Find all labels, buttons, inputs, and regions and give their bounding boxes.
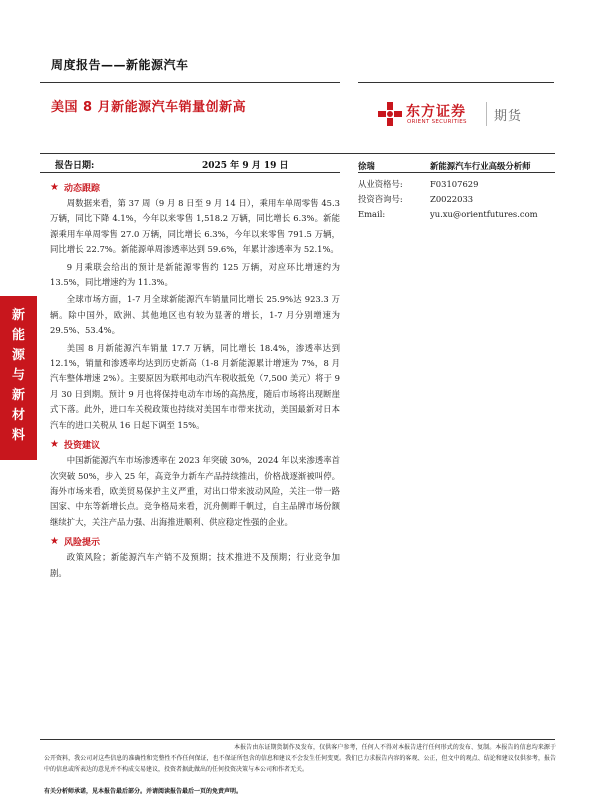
analyst-consult-row — [358, 191, 558, 206]
disclaimer-text: 本报告由东证期货制作及发布，仅供客户参考，任何人不得对本报告进行任何形式的发布、复制。本报告的信息均来源于公开资料，我公司对这些信息的准确性和完整性不作任何保证，也不保证所包含的信息和建议不会发生任何变更。我们已力求报告内容的客观、公正，但文中的观点、结论和建议仅供参考，报告中的信息或所表达的意见并不构成交易建议，投资者据此做出的任何投资决策与本公司和作者无关。 — [44, 744, 556, 773]
analyst-row-label: 投资咨询号: — [358, 193, 403, 204]
analyst-qualification-row — [358, 176, 558, 191]
sector-label-char: 与 — [11, 368, 25, 383]
brand-logo — [378, 100, 538, 132]
disclaimer-notice: 有关分析师承诺，见本报告最后部分。并请阅读报告最后一页的免责声明。 — [44, 788, 243, 795]
section-tracking — [50, 180, 340, 433]
orient-securities-logo-icon — [378, 102, 402, 126]
analyst-panel — [358, 158, 558, 221]
sector-label-char: 料 — [11, 428, 25, 443]
section-heading — [50, 534, 340, 548]
sector-label-char: 新 — [11, 388, 25, 403]
brand-name-en: ORIENT SECURITIES — [407, 119, 467, 125]
section-advice — [50, 437, 340, 530]
logo-separator — [486, 102, 487, 126]
section-title: 风险提示 — [63, 537, 100, 548]
analyst-row-label: 从业资格号: — [358, 178, 403, 189]
analyst-email-link[interactable]: yu.xu@orientfutures.com — [430, 208, 538, 219]
brand-division: 期货 — [494, 109, 523, 124]
header-divider-right — [358, 82, 554, 83]
analyst-name: 徐瑞 — [358, 160, 375, 171]
sector-label-char: 新 — [11, 308, 25, 323]
star-icon: ★ — [50, 438, 59, 450]
sector-label-char: 能 — [11, 328, 25, 343]
info-divider-top — [40, 153, 555, 154]
analyst-email-row — [358, 206, 558, 221]
sector-label-char: 源 — [11, 348, 25, 363]
disclaimer-divider — [40, 739, 555, 740]
info-divider-bottom — [40, 172, 340, 173]
section-title: 动态跟踪 — [63, 183, 100, 194]
analyst-title: 新能源汽车行业高级分析师 — [430, 160, 531, 171]
sector-label — [0, 306, 37, 446]
paragraph: 美国 8 月新能源汽车销量 17.7 万辆，同比增长 18.4%，渗透率达到 12.1%，销量和渗透率均达到历史新高（1-8 月新能源累计增速为 7%，8 月汽车整体增速 2%）。主要原因为联邦电动汽车税收抵免（7,500 美元）将于 9 月 30 日到期。预计 9 月也将保持电动车市场的高热度，随后市场将出现断崖式下落。此外，进口车关税政策也持续对美国车市带来扰动，美国最新对日本汽车的进口关税从 16 日起下调至 15%。 — [50, 342, 340, 430]
sector-label-char: 材 — [11, 408, 25, 423]
paragraph: 中国新能源汽车市场渗透率在 2023 年突破 30%，2024 年以来渗透率首次突破 50%，步入 25 年，高竞争力新车产品持续推出，价格战逐渐被叫停。海外市场来看，欧美贸易保护主义严重，对出口带来波动风险，关注一带一路国家、中东等新增长点。竞争格局来看，沉舟侧畔千帆过，自主品牌市场份额继续扩大，关注产品力强、出海推进顺利、供应稳定性强的企业。 — [50, 455, 340, 527]
report-date-label: 报告日期: — [55, 161, 95, 171]
section-heading — [50, 437, 340, 451]
section-title: 投资建议 — [63, 440, 100, 451]
page-title: 美国 8 月新能源汽车销量创新高 — [51, 100, 247, 115]
section-heading — [50, 180, 340, 194]
paragraph: 周数据来看，第 37 周（9 月 8 日至 9 月 14 日），乘用车单周零售 45.3 万辆，同比下降 4.1%，今年以来零售 1,518.2 万辆，同比增长 6.3%。新能源乘用车单周零售 27.0 万辆，同比增长 6.3%，今年以来零售 791.5 万辆，同比增长 22.7%。新能源单周渗透率达到 59.6%，年累计渗透率为 52.1%。 — [50, 198, 340, 255]
header-divider-left — [40, 82, 340, 83]
paragraph: 政策风险；新能源汽车产销不及预期；技术推进不及预期；行业竞争加剧。 — [50, 552, 340, 578]
section-risk — [50, 534, 340, 581]
star-icon: ★ — [50, 181, 59, 193]
paragraph: 9 月乘联会给出的预计是新能源零售约 125 万辆，对应环比增速约为 13.5%，同比增速约为 11.3%。 — [50, 261, 340, 288]
report-type: 周度报告——新能源汽车 — [51, 58, 189, 72]
paragraph: 全球市场方面，1-7 月全球新能源汽车销量同比增长 25.9%达 923.3 万辆。除中国外，欧洲、其他地区也有较为显著的增长，1-7 月分别增速为 29.5%、53.4%。 — [50, 294, 340, 336]
analyst-row-label: Email: — [358, 208, 386, 219]
analyst-row-value: Z0022033 — [430, 193, 474, 204]
report-date-value: 2025 年 9 月 19 日 — [202, 161, 289, 171]
brand-name-cn: 东方证券 — [406, 104, 466, 120]
analyst-row-value: F03107629 — [430, 178, 479, 189]
report-body — [50, 180, 340, 585]
star-icon: ★ — [50, 535, 59, 547]
analyst-name-row — [358, 158, 558, 173]
